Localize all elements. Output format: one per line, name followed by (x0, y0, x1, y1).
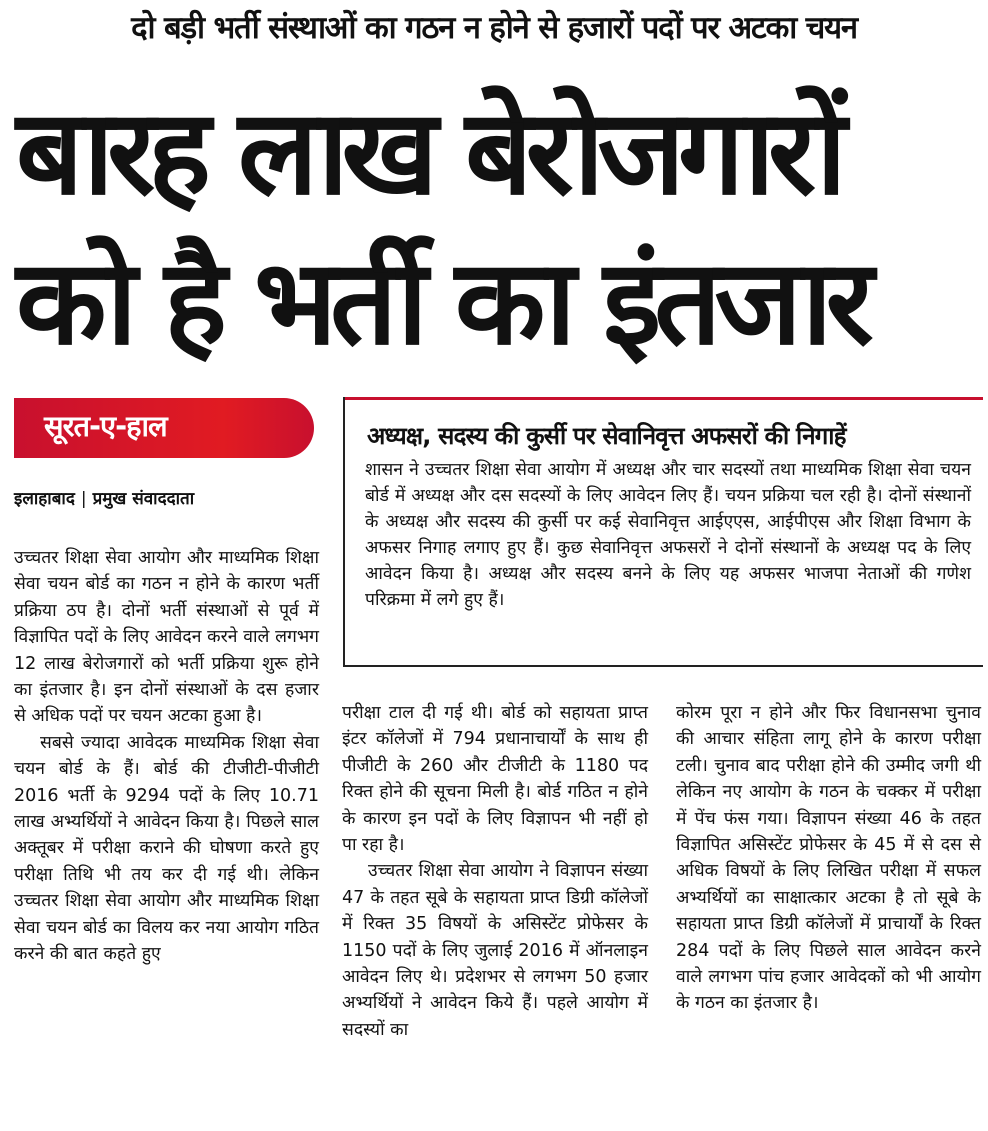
dateline-reporter: प्रमुख संवाददाता (92, 489, 195, 509)
section-tag (14, 398, 314, 458)
section-tag-label: सूरत-ए-हाल (44, 409, 167, 443)
sidebar-top-rule (345, 397, 983, 400)
article-column-1 (14, 545, 319, 968)
article-column-3 (676, 700, 981, 1017)
article-paragraph: उच्चतर शिक्षा सेवा आयोग ने विज्ञापन संख्या 47 के तहत सूबे के सहायता प्राप्त डिग्री कॉलेजों में रिक्त 35 विषयों के असिस्टेंट प्रोफेसर के 1150 पदों के लिए जुलाई 2016 में ऑनलाइन आवेदन लिए थे। प्रदेशभर से लगभग 50 हजार अभ्यर्थियों ने आवेदन किये हैं। पहले आयोग में सदस्यों का (342, 861, 648, 1040)
article-column-2 (342, 700, 648, 1043)
dateline-separator: | (80, 489, 87, 509)
main-headline-line-2: को है भर्ती का इंतजार (16, 233, 867, 371)
article-paragraph: सबसे ज्यादा आवेदक माध्यमिक शिक्षा सेवा चयन बोर्ड के हैं। बोर्ड की टीजीटी-पीजीटी 2016 भर्ती के 9294 पदों के लिए 10.71 लाख अभ्यर्थियों ने आवेदन किया है। पिछले साल अक्तूबर में परीक्षा कराने की घोषणा करते हुए परीक्षा तिथि भी तय कर दी गई थी। लेकिन उच्चतर शिक्षा सेवा आयोग और माध्यमिक शिक्षा सेवा चयन बोर्ड का विलय कर नया आयोग गठित करने की बात कहते हुए (14, 732, 319, 965)
kicker-headline: दो बड़ी भर्ती संस्थाओं का गठन न होने से हजारों पदों पर अटका चयन (131, 10, 857, 46)
article-paragraph: परीक्षा टाल दी गई थी। बोर्ड को सहायता प्राप्त इंटर कॉलेजों में 794 प्रधानाचार्यों के साथ ही पीजीटी के 260 और टीजीटी के 1180 पद रिक्त होने की सूचना मिली है। बोर्ड गठित न होने के कारण इन पदों के लिए विज्ञापन भी नहीं हो पा रहा है। (342, 703, 648, 856)
article-paragraph: उच्चतर शिक्षा सेवा आयोग और माध्यमिक शिक्षा सेवा चयन बोर्ड का गठन न होने के कारण भर्ती प्रक्रिया ठप है। दोनों भर्ती संस्थाओं से पूर्व में विज्ञापित पदों के लिए आवेदन करने वाले लगभग 12 लाख बेरोजगारों को भर्ती प्रक्रिया शुरू होने का इंतजार है। इन दोनों संस्थाओं के दस हजार से अधिक पदों पर चयन अटका हुआ है। (14, 548, 319, 727)
dateline (14, 486, 194, 509)
sidebar-title: अध्यक्ष, सदस्य की कुर्सी पर सेवानिवृत्त अफसरों की निगाहें (367, 422, 846, 450)
sidebar-body: शासन ने उच्चतर शिक्षा सेवा आयोग में अध्यक्ष और चार सदस्यों तथा माध्यमिक शिक्षा सेवा चयन बोर्ड में अध्यक्ष और दस सदस्यों के लिए आवेदन लिए हैं। चयन प्रक्रिया चल रही है। दोनों संस्थानों के अध्यक्ष और सदस्य की कुर्सी पर कई सेवानिवृत्त आईएएस, आईपीएस और शिक्षा विभाग के अफसर निगाह लगाए हुए हैं। कुछ सेवानिवृत्त अफसरों ने दोनों संस्थानों के अध्यक्ष पद के लिए आवेदन किया है। अध्यक्ष और सदस्य बनने के लिए यह अफसर भाजपा नेताओं की गणेश परिक्रमा में लगे हुए हैं। (365, 460, 971, 610)
main-headline-line-1: बारह लाख बेरोजगारों (16, 83, 840, 221)
sidebar-box (343, 397, 983, 667)
article-paragraph: कोरम पूरा न होने और फिर विधानसभा चुनाव की आचार संहिता लागू होने के कारण परीक्षा टली। चुनाव बाद परीक्षा होने की उम्मीद जगी थी लेकिन नए आयोग के गठन के चक्कर में परीक्षा में पेंच फंस गया। विज्ञापन संख्या 46 के तहत विज्ञापित असिस्टेंट प्रोफेसर के 45 में से दस से अधिक विषयों के लिए लिखित परीक्षा में सफल अभ्यर्थियों का साक्षात्कार अटका है तो सूबे के सहायता प्राप्त डिग्री कॉलेजों में प्राचार्यों के रिक्त 284 पदों के लिए पिछले साल आवेदन करने वाले लगभग पांच हजार आवेदकों को भी आयोग के गठन का इंतजार है। (676, 703, 981, 1014)
dateline-city: इलाहाबाद (14, 489, 75, 509)
